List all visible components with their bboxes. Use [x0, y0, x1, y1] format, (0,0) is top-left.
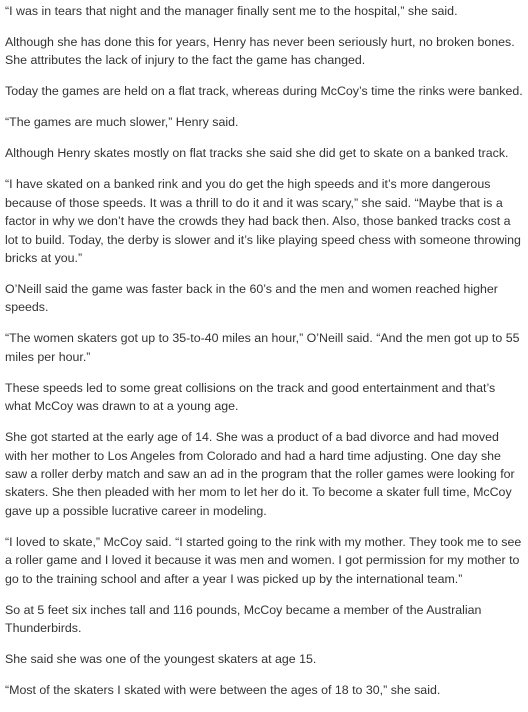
paragraph-banked-rink-quote: “I have skated on a banked rink and you do get the high speeds and it’s more dangerous because of those speeds. It was a thrill to do it and it was scary,” she said. “Maybe that is a factor in why we don’t have the crowds they had back then. Also, those banked tracks cost a lot to build. Today, the derby is slower and it’s like playing speed chess with someone throwing bricks at you.”	[5, 177, 521, 266]
paragraph-banked-track: Although Henry skates mostly on flat tracks she said she did get to skate on a banked track.	[5, 146, 509, 161]
article-body	[5, 2, 523, 712]
paragraph-oneill-speed: O’Neill said the game was faster back in the 60’s and the men and women reached higher speeds.	[5, 282, 498, 315]
paragraph-early-start: She got started at the early age of 14. She was a product of a bad divorce and had moved with her mother to Los Angeles from Colorado and had a hard time adjusting. One day she saw a roller derby match and saw an ad in the program that the roller games were looking for skaters. She then pleaded with her mom to let her do it. To become a skater full time, McCoy gave up a possible lucrative career in modeling.	[5, 430, 515, 518]
paragraph-youngest-skater: She said she was one of the youngest skaters at age 15.	[5, 652, 317, 667]
paragraph-collisions: These speeds led to some great collisions on the track and good entertainment and that’s what McCoy was drawn to at a young age.	[5, 380, 496, 414]
paragraph-slower-quote: “The games are much slower,” Henry said.	[5, 115, 239, 130]
paragraph-thunderbirds: So at 5 feet six inches tall and 116 pounds, McCoy became a member of the Australian Thunderbirds.	[5, 602, 482, 636]
paragraph-henry-injury: Although she has done this for years, Henry has never been seriously hurt, no broken bones. She attributes the lack of injury to the fact the game has changed.	[5, 35, 515, 68]
paragraph-hospital-quote: “I was in tears that night and the manager finally sent me to the hospital,” she said.	[5, 4, 458, 18]
paragraph-miles-per-hour-quote: “The women skaters got up to 35-to-40 miles an hour,” O’Neill said. “And the men got up to 55 miles per hour.”	[5, 331, 520, 364]
paragraph-ages-quote: “Most of the skaters I skated with were between the ages of 18 to 30,” she said.	[5, 683, 441, 698]
paragraph-flat-track: Today the games are held on a flat track, whereas during McCoy’s time the rinks were banked.	[5, 84, 523, 99]
paragraph-loved-to-skate-quote: “I loved to skate,” McCoy said. “I started going to the rink with my mother. They took me to see a roller game and I loved it because it was men and women. I got permission for my mother to go to the training school and after a year I was picked up by the international team.”	[5, 534, 522, 586]
